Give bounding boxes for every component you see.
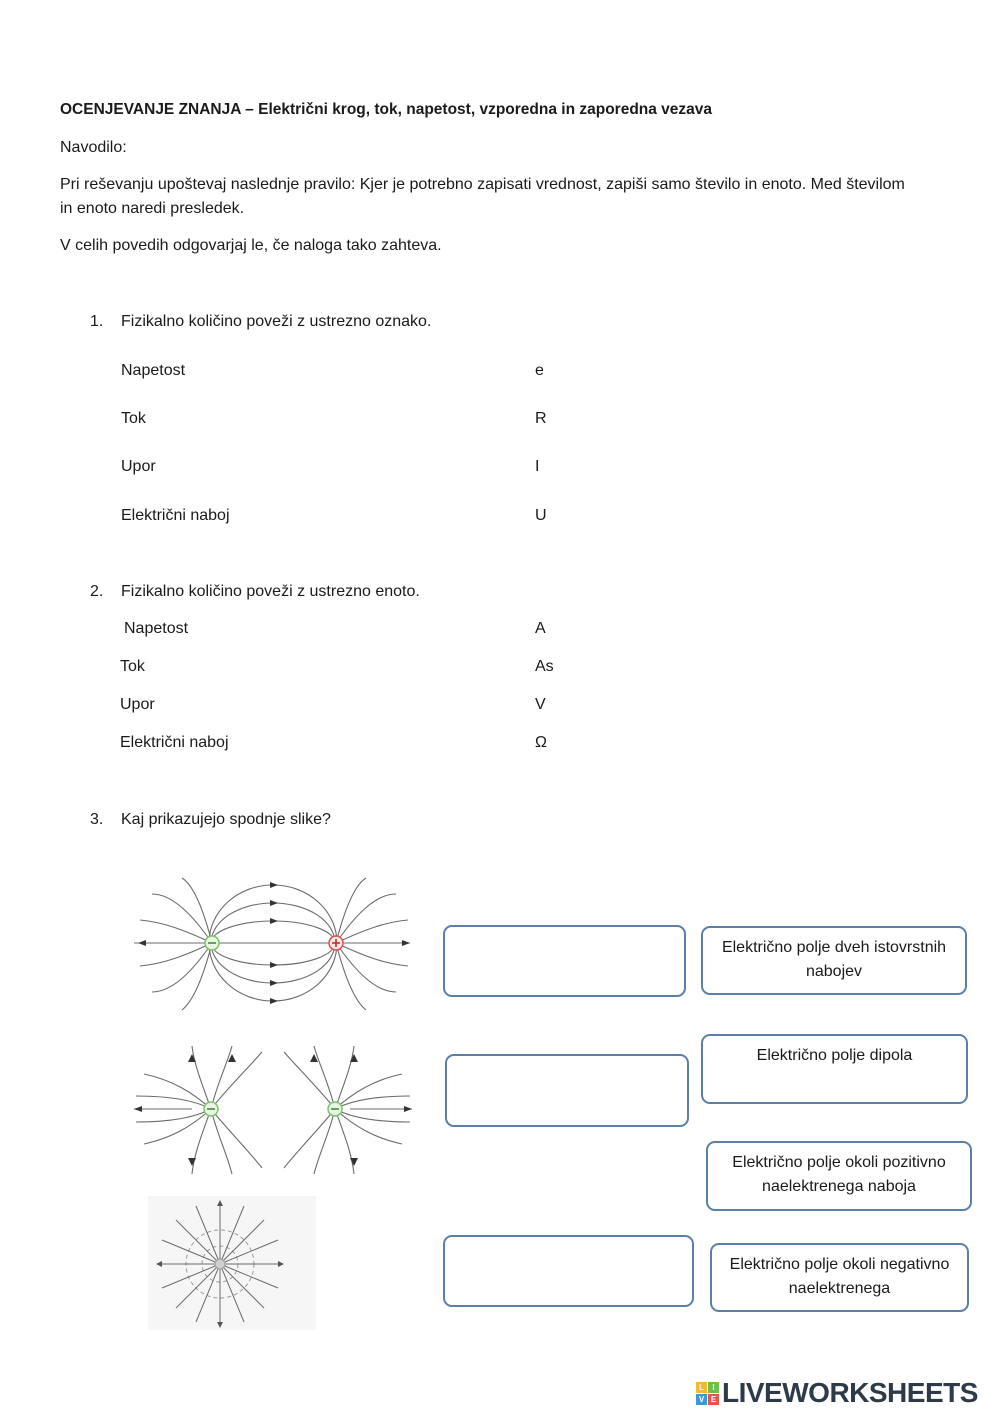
page-title: OCENJEVANJE ZNANJA – Električni krog, tok, napetost, vzporedna in zaporedna vezava <box>60 101 713 118</box>
q1-right-item[interactable]: R <box>535 410 547 427</box>
q2-prompt: Fizikalno količino poveži z ustrezno enoto. <box>121 583 420 600</box>
like-charges-field-figure <box>132 1044 414 1176</box>
answer-box-3[interactable] <box>443 1235 694 1307</box>
q1-left-item[interactable]: Upor <box>121 458 156 475</box>
q1-right-item[interactable]: e <box>535 362 544 379</box>
option-dipole[interactable]: Električno polje dipola <box>701 1034 968 1104</box>
single-charge-field-figure <box>148 1196 316 1330</box>
instruction-text-2: V celih povedih odgovarjaj le, če naloga tako zahteva. <box>60 237 442 254</box>
q2-right-item[interactable]: Ω <box>535 734 547 751</box>
option-negative-charge[interactable]: Električno polje okoli negativno naelektrenega <box>710 1243 969 1312</box>
q2-right-item[interactable]: V <box>535 696 546 713</box>
option-like-charges[interactable]: Električno polje dveh istovrstnih nabojev <box>701 926 967 995</box>
q1-number: 1. <box>90 313 104 330</box>
instruction-text-1: Pri reševanju upoštevaj naslednje pravilo: Kjer je potrebno zapisati vrednost, zapiši samo število in enoto. Med številom in enoto naredi presledek. <box>60 176 905 217</box>
q2-right-item[interactable]: A <box>535 620 546 637</box>
q2-left-item[interactable]: Električni naboj <box>120 734 229 751</box>
answer-box-1[interactable] <box>443 925 686 997</box>
q2-number: 2. <box>90 583 104 600</box>
q2-left-item[interactable]: Napetost <box>124 620 189 637</box>
instructions-label: Navodilo: <box>60 139 127 156</box>
q1-left-item[interactable]: Električni naboj <box>121 507 230 524</box>
q2-left-item[interactable]: Upor <box>120 696 155 713</box>
option-positive-charge[interactable]: Električno polje okoli pozitivno naelektrenega naboja <box>706 1141 972 1211</box>
q1-prompt: Fizikalno količino poveži z ustrezno oznako. <box>121 313 432 330</box>
q1-left-item[interactable]: Tok <box>121 410 146 427</box>
charge-icon <box>215 1259 225 1269</box>
logo-text: LIVEWORKSHEETS <box>722 1377 978 1408</box>
q2-left-item[interactable]: Tok <box>120 658 145 675</box>
answer-box-2[interactable] <box>445 1054 689 1127</box>
q1-right-item[interactable]: I <box>535 458 540 475</box>
q2-right-item[interactable]: As <box>535 658 554 675</box>
q3-prompt: Kaj prikazujejo spodnje slike? <box>121 811 331 828</box>
dipole-field-figure <box>132 874 414 1014</box>
q3-number: 3. <box>90 811 104 828</box>
q1-right-item[interactable]: U <box>535 507 547 524</box>
logo-mark-icon: L I V E <box>696 1382 719 1405</box>
q1-left-item[interactable]: Napetost <box>121 362 186 379</box>
liveworksheets-logo <box>696 1376 978 1410</box>
